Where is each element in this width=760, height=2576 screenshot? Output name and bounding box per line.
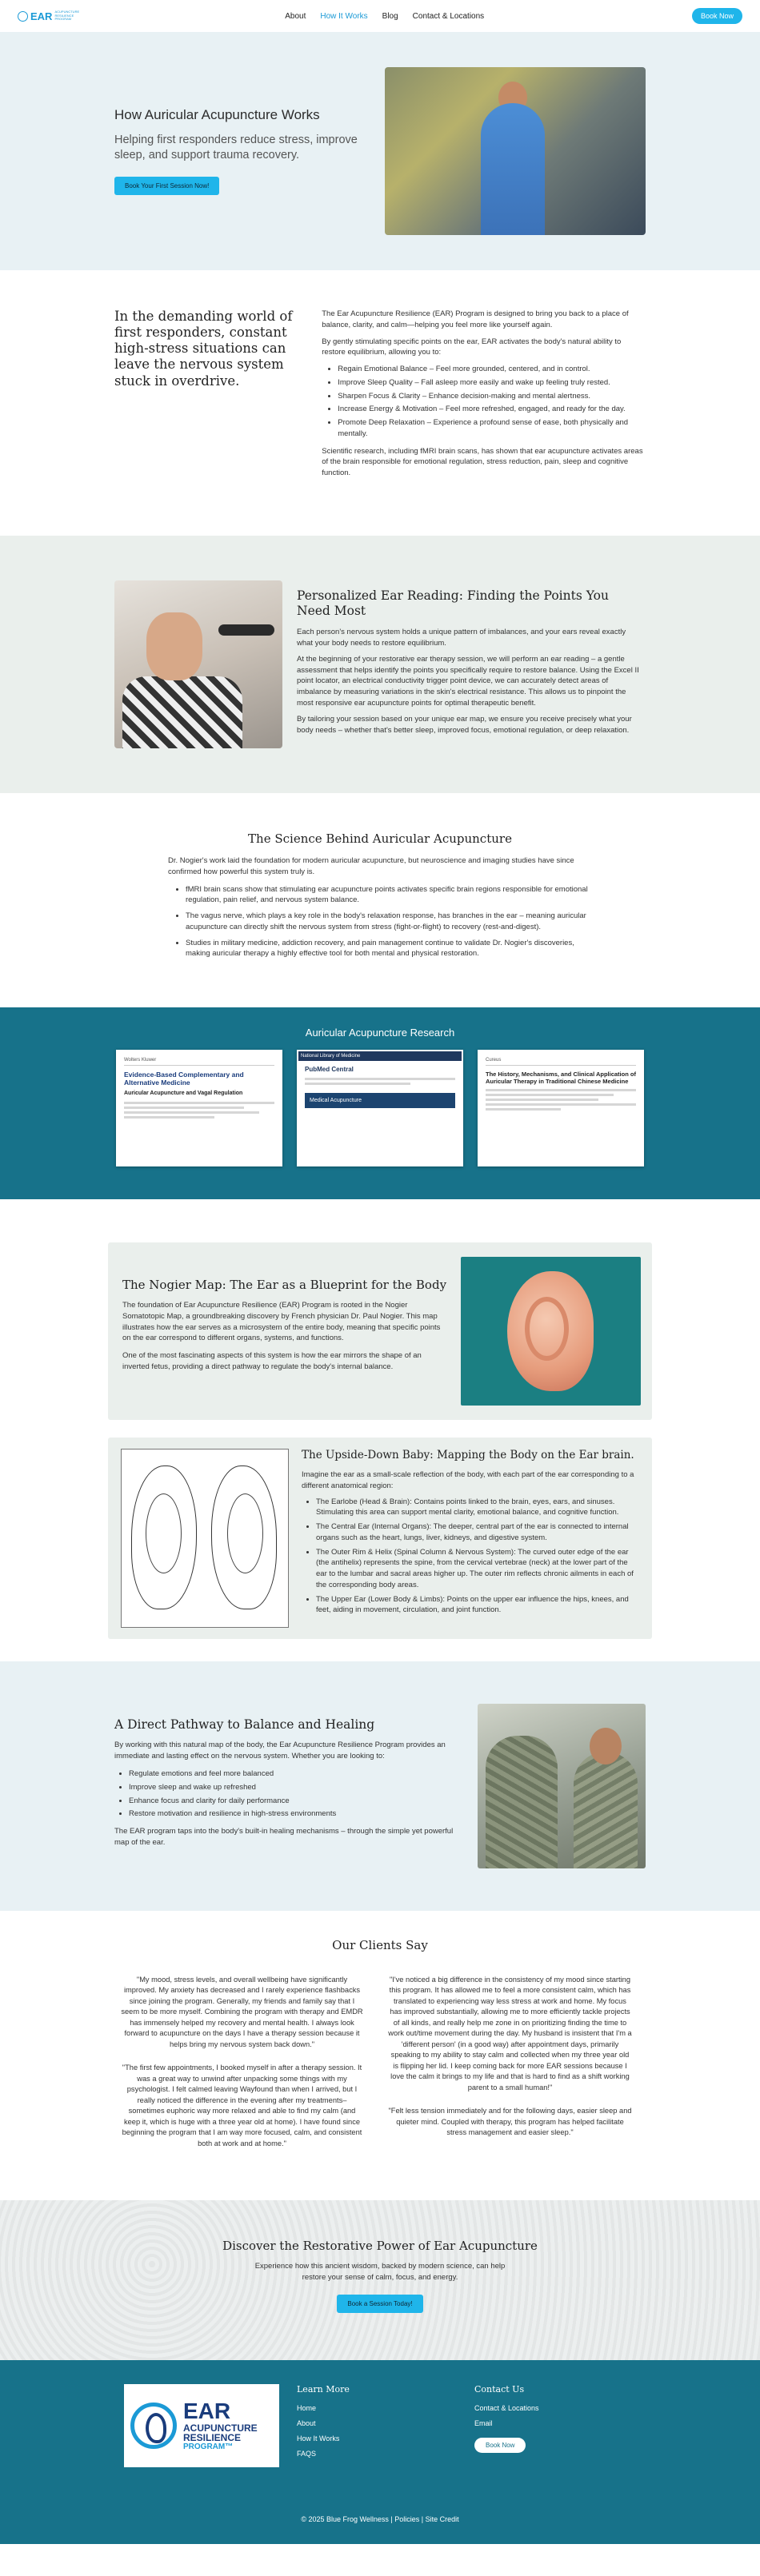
intro-paragraph: The Ear Acupuncture Resilience (EAR) Program is designed to bring you back to a place of balance, clarity, and calm—helping you feel more like yourself again. [322, 309, 629, 329]
testimonials-heading: Our Clients Say [332, 1938, 428, 1952]
book-session-button[interactable]: Book a Session Today! [337, 2295, 422, 2313]
logo-word: EAR [183, 2399, 231, 2424]
book-first-session-button[interactable]: Book Your First Session Now! [114, 177, 219, 195]
card-source: Wolters Kluwer [124, 1058, 274, 1066]
list-item: • Increase Energy & Motivation – Feel more refreshed, engaged, and ready for the day. [338, 404, 646, 415]
page-title: How Auricular Acupuncture Works [114, 107, 320, 123]
cta-section [0, 2200, 760, 2360]
intro-heading: In the demanding world of first responders, constant high-stress situations can leave the nervous system stuck in overdrive. [114, 309, 293, 389]
list-item: • The Outer Rim & Helix (Spinal Column & Nervous System): The curved outer edge of the ear (the antihelix) represents the spine, from the cervical vertebrae (neck) at the lower part of the ear to the lumbar and sacral areas higher up. The outer rim reflects chronic ailments in each of the corresponding body areas. [316, 1547, 639, 1591]
footer-link-faqs[interactable]: FAQS [297, 2450, 317, 2458]
pathway-image [478, 1704, 646, 1868]
list-item: • Promote Deep Relaxation – Experience a profound sense of ease, both physically and mentally. [338, 417, 646, 440]
upside-paragraph: Imagine the ear as a small-scale reflection of the body, with each part of the ear corresponding to a different anatomical region: [302, 1470, 634, 1490]
ear-logo-icon [130, 2403, 177, 2449]
footer-learn-more [297, 2384, 457, 2467]
ear-reading-image [114, 580, 282, 748]
logo-word: PROGRAM™ [183, 2442, 234, 2452]
footer-link-about[interactable]: About [297, 2419, 316, 2427]
testimonial: "Felt less tension immediately and for the following days, easier sleep and quieter mind. Coupled with therapy, this program has helped facilitate stress management and easier sleep." [388, 2107, 632, 2137]
nav-links [285, 12, 484, 21]
logo-word: RESILIENCE [183, 2432, 242, 2444]
list-item: • fMRI brain scans show that stimulating ear acupuncture points activates specific brain regions responsible for emotional regulation, pain relief, and nervous system balance. [186, 884, 592, 907]
pathway-heading: A Direct Pathway to Balance and Healing [114, 1717, 375, 1733]
footer-heading: Learn More [297, 2384, 350, 2395]
nogier-section [0, 1199, 760, 1410]
list-item: • The Upper Ear (Lower Body & Limbs): Points on the upper ear influence the hips, knees, and feet, aiding in movement, circulation, and joint function. [316, 1594, 639, 1617]
intro-section [0, 270, 760, 536]
intro-paragraph: By gently stimulating specific points on the ear, EAR activates the body's natural ability to restore equilibrium, allowing you to: [322, 337, 622, 357]
hero-image [385, 67, 646, 235]
list-item: • Improve Sleep Quality – Fall asleep more easily and wake up feeling truly rested. [338, 377, 646, 389]
list-item: • Regain Emotional Balance – Feel more grounded, centered, and in control. [338, 364, 646, 375]
nogier-paragraph: One of the most fascinating aspects of this system is how the ear mirrors the shape of an inverted fetus, providing a direct pathway to regulate the body's internal balance. [122, 1351, 422, 1371]
card-title: PubMed Central [305, 1066, 354, 1073]
footer-link-contact[interactable]: Contact & Locations [474, 2404, 539, 2412]
science-section [0, 793, 760, 1007]
list-item: • Sharpen Focus & Clarity – Enhance decision-making and mental alertness. [338, 391, 646, 402]
benefits-list [338, 364, 646, 440]
upside-heading: The Upside-Down Baby: Mapping the Body on the Ear brain. [302, 1449, 634, 1461]
ear-reading-paragraph: By tailoring your session based on your unique ear map, we ensure you receive precisely what your body needs – whether that's better sleep, improved focus, emotional regulation, or deep relaxation. [297, 714, 632, 735]
list-item: • Regulate emotions and feel more balanced [129, 1769, 463, 1780]
card-source: Cureus [486, 1058, 636, 1066]
pathway-section [0, 1661, 760, 1911]
science-heading: The Science Behind Auricular Acupuncture [248, 831, 512, 846]
card-title: The History, Mechanisms, and Clinical Application of Auricular Therapy in Traditional Chinese Medicine [486, 1071, 636, 1085]
pathway-paragraph: The EAR program taps into the body's built-in healing mechanisms – through the simple yet powerful map of the ear. [114, 1827, 454, 1847]
research-heading: Auricular Acupuncture Research [305, 1027, 455, 1039]
card-subtitle: Auricular Acupuncture and Vagal Regulation [124, 1091, 243, 1097]
ear-model-image [461, 1257, 641, 1406]
footer [0, 2360, 760, 2544]
hero-section [0, 32, 760, 270]
logo-word: ACUPUNCTURE [183, 2422, 258, 2434]
top-nav [0, 0, 760, 32]
ear-reading-section [0, 536, 760, 793]
list-item: • The vagus nerve, which plays a key role in the body's relaxation response, has branches in the ear – meaning auricular acupuncture can directly shift the nervous system from stress (fight-or-flight) to recovery (rest-and-digest). [186, 911, 592, 933]
list-item: • The Earlobe (Head & Brain): Contains points linked to the brain, eyes, ears, and sinuses. Stimulating this area can support mental clarity, emotional balance, and cognitive function. [316, 1497, 639, 1519]
testimonial: "My mood, stress levels, and overall wellbeing have significantly improved. My anxiety has decreased and I rarely experience flashbacks since joining the program. Generally, my friends and family say that I seem to be more myself. Combining the program with therapy and EMDR has immensely helped my recovery and mental health. I always look forward to acupuncture on the days I have a therapy session because it helps bring my nervous system back down." [121, 1976, 363, 2048]
list-item: • The Central Ear (Internal Organs): The deeper, central part of the ear is connected to internal organs such as the heart, lungs, liver, kidneys, and digestive system. [316, 1521, 639, 1544]
hero-subtitle: Helping first responders reduce stress, improve sleep, and support trauma recovery. [114, 134, 358, 161]
ear-diagram-image [121, 1449, 289, 1628]
card-title: Evidence-Based Complementary and Alternative Medicine [124, 1071, 244, 1087]
science-paragraph: Dr. Nogier's work laid the foundation for modern auricular acupuncture, but neuroscience and imaging studies have since confirmed how powerful this system truly is. [168, 856, 574, 876]
ear-reading-paragraph: At the beginning of your restorative ear therapy session, we will perform an ear reading – a gentle assessment that helps identify the points you specifically require to restore balance. Using the Excel II point locator, an electrical conductivity trigger point device, we can accurately detect areas of imbalance by measuring variations in the skin's electrical resistance. This allows us to pinpoint the most responsive ear acupuncture points for optimal therapeutic benefit. [297, 654, 639, 708]
footer-link-home[interactable]: Home [297, 2404, 317, 2412]
upside-down-baby-section [0, 1410, 760, 1661]
nav-link-contact[interactable]: Contact & Locations [412, 11, 485, 21]
nav-link-about[interactable]: About [285, 11, 306, 21]
book-now-button[interactable]: Book Now [692, 8, 742, 24]
copyright: © 2025 Blue Frog Wellness | Policies | Site Credit [301, 2515, 459, 2523]
footer-logo[interactable] [124, 2384, 279, 2467]
list-item: • Restore motivation and resilience in high-stress environments [129, 1808, 463, 1820]
logo-word: EAR [30, 10, 53, 22]
ear-regions-list [316, 1497, 639, 1617]
testimonial: "The first few appointments, I booked myself in after a therapy session. It was a great way to unwind after unpacking some things with my psychologist. I felt calmed leaving Wayfound than when I arrived, but I really noticed the difference in the evening after my treatments– sometimes euphoric way more relaxed and able to find my calm (and keep it, which is huge with a three year old at home). I have found since beginning the program that I am way more focused, calm, and consistent both at work and at home." [122, 2064, 362, 2147]
testimonial: "I've noticed a big difference in the consistency of my mood since starting this program. It has allowed me to feel a more consistent calm, which has translated to experiencing way less stress at work and home. My focus has improved substantially, allowing me to more efficiently tackle projects of all kinds, and really help me zone in on prioritizing finding the time to work out/time movement during the day. My husband is insistent that I'm a 'different person' (in a good way) after appointment days, primarily speaking to my ability to stay calm and collected when my three year old is flipping her lid. I keep coming back for more EAR sessions because I love the calm it brings to my life and that is hard to find as a shift working parent to a small human!" [388, 1976, 632, 2092]
cta-text: Experience how this ancient wisdom, backed by modern science, can help restore your sense of calm, focus, and energy. [254, 2262, 506, 2282]
pathway-list [129, 1769, 463, 1820]
nogier-paragraph: The foundation of Ear Acupuncture Resilience (EAR) Program is rooted in the Nogier Somatotopic Map, a groundbreaking discovery by French physician Dr. Paul Nogier. This map illustrates how the ear serves as a microsystem of the entire body, meaning that specific points on the ear correspond to different organs, systems, and functions. [122, 1301, 441, 1343]
card-source: National Library of Medicine [298, 1051, 462, 1061]
nogier-heading: The Nogier Map: The Ear as a Blueprint for the Body [122, 1278, 447, 1292]
nav-link-blog[interactable]: Blog [382, 11, 398, 21]
intro-paragraph: Scientific research, including fMRI brain scans, has shown that ear acupuncture activates areas of the brain responsible for emotional regulation, stress reduction, pain, sleep and cognitive function. [322, 446, 643, 478]
list-item: • Studies in military medicine, addiction recovery, and pain management continue to validate Dr. Nogier's discoveries, making auricular therapy a highly effective tool for both mental and physical restoration. [186, 938, 592, 960]
pathway-paragraph: By working with this natural map of the body, the Ear Acupuncture Resilience Program provides an immediate and lasting effect on the nervous system. Whether you are looking to: [114, 1741, 446, 1761]
footer-link-how-it-works[interactable]: How It Works [297, 2434, 340, 2442]
ear-reading-paragraph: Each person's nervous system holds a unique pattern of imbalances, and your ears reveal exactly what your body needs to restore equilibrium. [297, 628, 626, 648]
logo-subtitle: ACUPUNCTURE RESILIENCE PROGRAM [54, 10, 80, 22]
list-item: • Improve sleep and wake up refreshed [129, 1782, 463, 1793]
footer-book-now-button[interactable]: Book Now [474, 2438, 526, 2453]
nav-link-how-it-works[interactable]: How It Works [320, 11, 368, 21]
testimonials-section [0, 1911, 760, 2200]
footer-heading: Contact Us [474, 2384, 525, 2395]
ear-reading-heading: Personalized Ear Reading: Finding the Points You Need Most [297, 588, 609, 619]
list-item: • Enhance focus and clarity for daily performance [129, 1796, 463, 1807]
science-list [186, 884, 592, 960]
site-logo[interactable] [18, 10, 80, 22]
footer-link-email[interactable]: Email [474, 2419, 493, 2427]
card-subtitle: Medical Acupuncture [305, 1093, 455, 1108]
cta-heading: Discover the Restorative Power of Ear Acupuncture [222, 2239, 538, 2253]
footer-contact [474, 2384, 634, 2467]
research-card[interactable] [478, 1050, 644, 1166]
research-section [0, 1007, 760, 1199]
research-card[interactable] [116, 1050, 282, 1166]
ear-logo-icon [18, 11, 28, 22]
research-card[interactable] [297, 1050, 463, 1166]
